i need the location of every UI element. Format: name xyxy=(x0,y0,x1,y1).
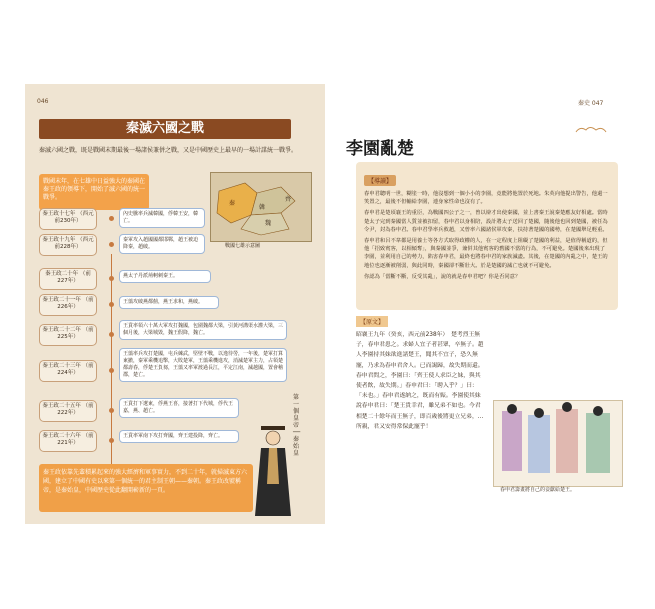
guide-box xyxy=(356,162,618,310)
timeline-dot xyxy=(109,438,114,443)
timeline-event: 王賁率領六十萬大軍攻打魏國，包圍魏都大梁，引黃河溝渠水灌大梁，三個月後，大梁城毀，魏王假降，魏亡。 xyxy=(119,320,287,340)
bottom-callout: 秦王政依靠先輩積累起來的強大經濟和軍事實力，不到二十年，就掃滅東方六國，建立了中國有史以來第一個統一的君主制王朝——秦朝。秦王政改號稱帝，是秦始皇，中國歷史從此翻開嶄新的一頁。 xyxy=(39,464,253,512)
court-scene-illustration xyxy=(493,400,623,487)
guide-para: 春申君聰明一世，糊塗一時，他沒想到一個小小的李園，竟能將他置於死地。朱英向他提出警告，他還一笑置之，最後不但輸給李園，連身家性命也沒有了。 xyxy=(364,191,608,206)
timeline-dot xyxy=(109,332,114,337)
timeline-event: 王翦率兵攻打楚國，屯兵練武，堅壁不戰，以逸待勞，一年後，楚軍打算東撤，秦軍乘機追擊，大敗楚軍，王翦乘機進攻，消滅楚軍主力，占領楚都壽春，俘楚王負芻，王翦又率軍渡過長江，平定江南，滅越國，置會稽郡，楚亡。 xyxy=(119,348,287,382)
right-page xyxy=(328,84,630,524)
timeline-year: 秦王政二十年 （前227年） xyxy=(39,268,97,290)
original-text: 昭襄王九年（癸亥，西元前238年） 楚考烈王無子，春申君患之。求婦人宜子者甚眾，卒無子。趙人李園持其妹欲進諸楚王，聞其不宜子，恐久無寵，乃求為春申君舍人。已而謁歸，故失期而還。春申君問之，李園曰：「齊王使人求臣之妹，與其使者飲，故失期。」春申君曰：「聘入乎？」曰：「未也。」春申君遂納之，既而有娠。李園使其妹說春申君曰：「楚王貴幸君，雖兄弟不如也。今君相楚二十餘年而王無子，即百歲後將更立兄弟，...所親，君又安得常保此寵乎！ xyxy=(356,332,484,430)
left-page-number: 046 xyxy=(37,98,49,105)
guide-tag: 【導讀】 xyxy=(364,175,396,186)
map-label-han: 韓 xyxy=(259,204,266,211)
top-callout: 戰國末年，在七雄中日益強大的秦國在秦王政的領導下，開始了滅六國的統一戰爭。 xyxy=(39,174,149,210)
timeline-dot xyxy=(109,302,114,307)
map-caption: 戰國七雄示意圖 xyxy=(225,243,261,249)
warring-states-map xyxy=(210,172,312,242)
guide-para: 你認為「當斷不斷，反受其亂」，說的就是春申君吧？你是否同意？ xyxy=(364,273,521,280)
timeline-year: 秦王政二十六年 （前221年） xyxy=(39,430,97,452)
timeline-event: 秦軍攻入趙國國都邯鄲，趙王被迫降秦，趙破。 xyxy=(119,234,205,254)
qin-shi-huang-illustration xyxy=(253,424,293,519)
timeline-event: 內史騰率兵滅韓國，俘韓王安，韓亡。 xyxy=(119,208,205,228)
timeline-dot xyxy=(109,408,114,413)
timeline-year: 秦王政十七年 （西元前230年） xyxy=(39,208,97,230)
section-title: 秦滅六國之戰 xyxy=(39,119,291,139)
timeline-dot xyxy=(109,368,114,373)
timeline-dot xyxy=(109,242,114,247)
intro-text: 秦滅六國之戰，既是戰國末期最後一場諸侯兼併之戰，又是中國歷史上最早的一場計謀統一戰爭。 xyxy=(39,147,298,154)
timeline-event: 王賁率軍南下攻打齊國，齊王建投降，齊亡。 xyxy=(119,430,239,443)
timeline-dot xyxy=(109,216,114,221)
map-label-qin: 秦 xyxy=(229,200,236,207)
timeline-year: 秦王政二十五年 （前222年） xyxy=(39,400,97,422)
timeline-connector xyxy=(111,254,112,464)
cloud-ornament-icon xyxy=(574,124,608,134)
right-page-header: 秦史 047 xyxy=(578,100,604,107)
timeline-year: 秦王政二十三年 （前224年） xyxy=(39,360,97,382)
guide-para: 春申君是楚頃襄王的重臣，為戰國四公子之一，曾以辯才出使秦國，並上書秦王說秦楚應友好相處。當時楚太子完到秦國當人質並被扣留，春申君以身相陪，設計將太子送回了楚國，隨後他也回到楚國，被任為令尹，封為春申君。春申君學率兵救趙，又曾率六國諸侯軍攻秦，扶持著楚國的國勢，在楚國舉足輕重。 xyxy=(364,210,608,233)
original-text-tag: 【原文】 xyxy=(356,316,388,327)
timeline-event: 王翦攻破燕都薊，燕王求和，燕破。 xyxy=(119,296,219,309)
timeline-event: 燕太子丹派荊軻刺秦王。 xyxy=(119,270,211,283)
chapter-title: 李園亂楚 xyxy=(346,139,414,159)
left-page xyxy=(25,84,325,524)
timeline-year: 秦王政二十一年 （前226年） xyxy=(39,294,97,316)
illustration-caption: 春申君籌畫將自己的妾獻給楚王。 xyxy=(500,487,576,493)
map-label-wei: 魏 xyxy=(265,220,272,227)
side-label: 第一個皇帝──秦始皇 xyxy=(293,394,301,457)
timeline-year: 秦王政二十二年 （前225年） xyxy=(39,324,97,346)
timeline-dot xyxy=(109,276,114,281)
timeline-year: 秦王政十九年 （西元前228年） xyxy=(39,234,97,256)
timeline-event: 王賁打下遼東，俘燕王喜，接著打下代城，俘代王嘉，燕、趙亡。 xyxy=(119,398,239,418)
guide-para: 春申君和呂不韋都是用養士等各方式取得政權的人，在一定程度上阻礙了楚國的利益，是值得稱道的，但他「招致賓客，以相傾奪」，與秦國並爭，兼併其他賓客的舊國不當的行為，不可避免。楚國後來出現了李園，並利用自己的勢力，陷害春申君，最終也將春申君的家族滅盡。其後，在楚國的內亂之中，楚王的地位也逐漸被削弱，與此同時，秦國卻不斷壯大。於是楚國的滅亡也就不可避免。 xyxy=(364,238,608,269)
map-label-qi: 齊 xyxy=(285,196,292,203)
